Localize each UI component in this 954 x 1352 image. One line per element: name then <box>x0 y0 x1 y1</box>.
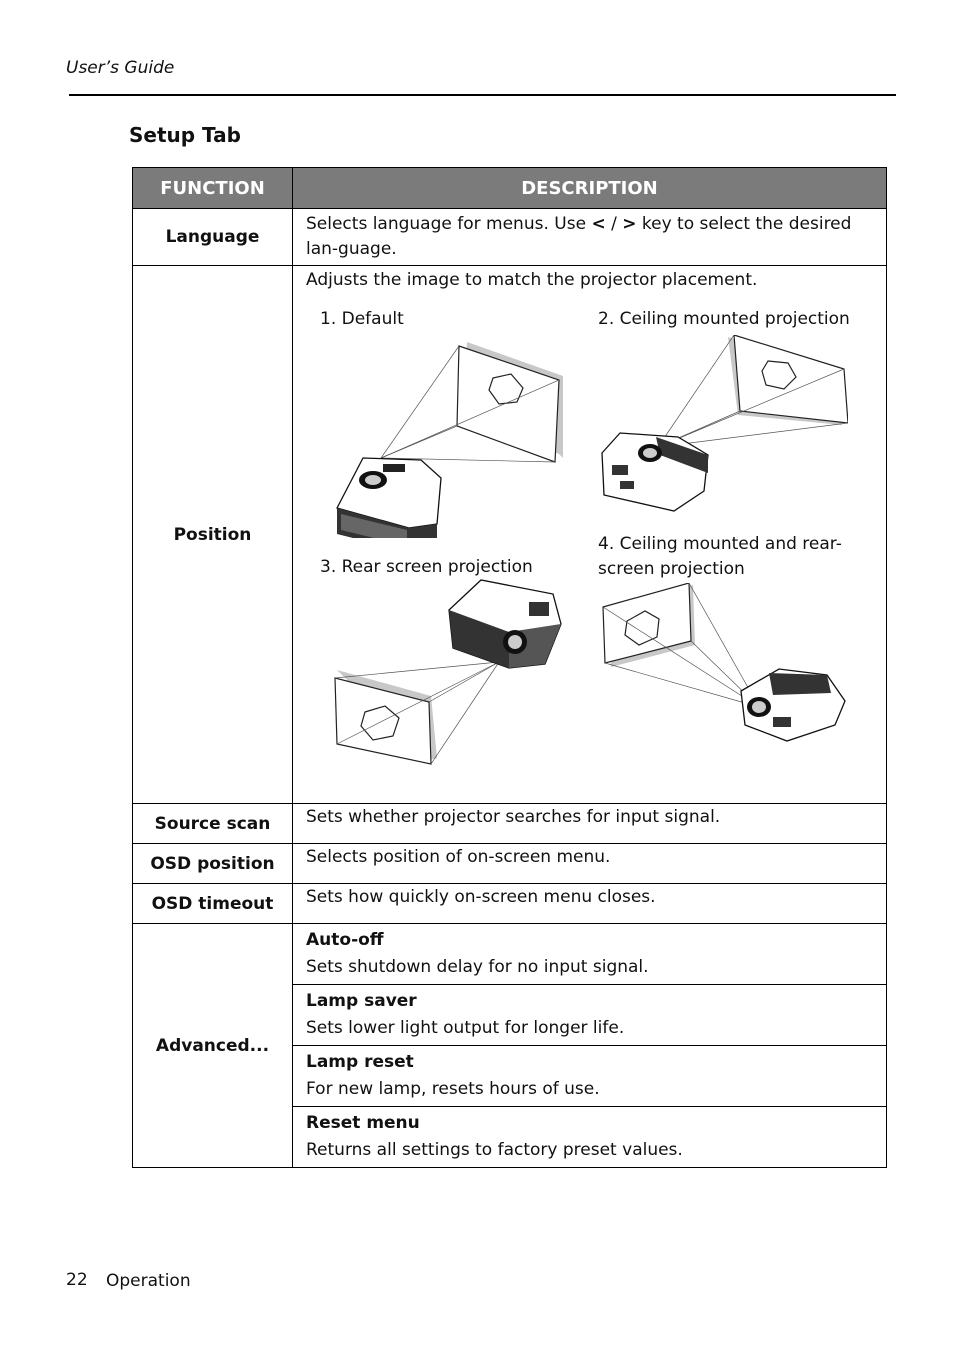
column-header-description: DESCRIPTION <box>293 168 887 209</box>
key-left: < <box>591 214 606 234</box>
key-separator: / <box>605 214 623 234</box>
table-row <box>133 209 887 266</box>
function-source-scan: Source scan <box>133 804 293 844</box>
advanced-item-lamp-saver <box>293 985 887 1046</box>
advanced-item-auto-off <box>293 924 887 985</box>
advanced-item-desc: Sets lower light output for longer life. <box>306 1018 625 1038</box>
description-osd-position: Selects position of on-screen menu. <box>293 844 887 884</box>
function-position: Position <box>133 266 293 804</box>
page-number: 22 <box>66 1270 88 1290</box>
header-rule <box>69 94 896 96</box>
position-option-ceiling-rear: 4. Ceiling mounted and rear-screen projection <box>598 534 842 579</box>
description-language <box>293 209 887 266</box>
table-row <box>133 844 887 884</box>
position-option-ceiling: 2. Ceiling mounted projection <box>598 309 850 329</box>
advanced-item-desc: Sets shutdown delay for no input signal. <box>306 957 649 977</box>
table-row <box>133 804 887 844</box>
table-row <box>133 924 887 985</box>
advanced-item-reset-menu <box>293 1107 887 1168</box>
description-osd-timeout: Sets how quickly on-screen menu closes. <box>293 884 887 924</box>
advanced-item-desc: For new lamp, resets hours of use. <box>306 1079 600 1099</box>
column-header-function: FUNCTION <box>133 168 293 209</box>
advanced-item-title: Reset menu <box>306 1113 420 1133</box>
position-option-rear: 3. Rear screen projection <box>320 557 533 577</box>
setup-tab-table <box>132 167 887 1168</box>
section-title: Setup Tab <box>129 123 241 147</box>
advanced-item-lamp-reset <box>293 1046 887 1107</box>
table-row <box>133 266 887 804</box>
advanced-item-title: Lamp reset <box>306 1052 414 1072</box>
advanced-item-title: Lamp saver <box>306 991 417 1011</box>
table-row <box>133 884 887 924</box>
ceiling-projection-illustration <box>598 335 848 535</box>
function-advanced: Advanced... <box>133 924 293 1168</box>
running-head: User’s Guide <box>66 58 175 78</box>
table-header-row <box>133 168 887 209</box>
language-desc-end: key to select the desired lan-guage. <box>306 214 852 259</box>
default-projection-illustration <box>333 338 573 538</box>
position-option-default: 1. Default <box>320 309 404 329</box>
function-osd-timeout: OSD timeout <box>133 884 293 924</box>
footer-section: Operation <box>106 1271 191 1291</box>
description-source-scan: Sets whether projector searches for input signal. <box>293 804 887 844</box>
advanced-item-desc: Returns all settings to factory preset values. <box>306 1140 683 1160</box>
advanced-item-title: Auto-off <box>306 930 384 950</box>
position-desc: Adjusts the image to match the projector placement. <box>306 270 758 290</box>
ceiling-rear-projection-illustration <box>601 583 851 783</box>
description-position <box>293 266 887 804</box>
function-osd-position: OSD position <box>133 844 293 884</box>
function-language: Language <box>133 209 293 266</box>
key-right: > <box>622 214 637 234</box>
language-desc-start: Selects language for menus. Use <box>306 214 592 234</box>
rear-projection-illustration <box>331 578 571 778</box>
position-figures <box>293 293 886 803</box>
